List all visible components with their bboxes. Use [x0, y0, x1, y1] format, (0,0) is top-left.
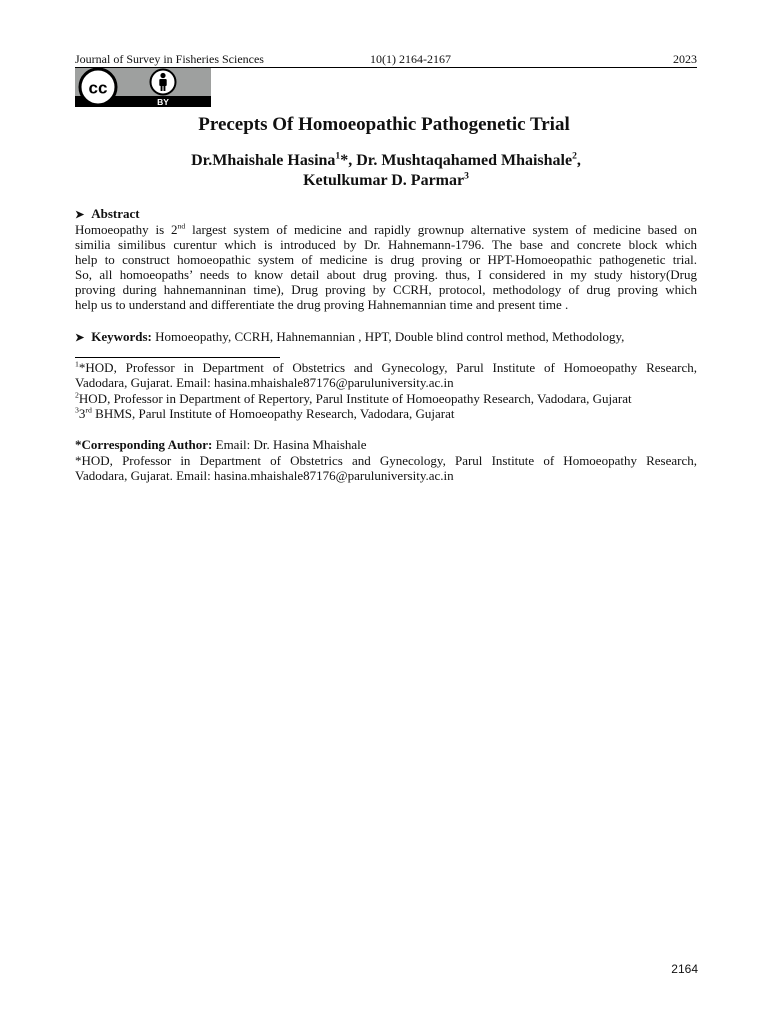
keywords-label: Keywords:	[91, 329, 152, 344]
footnote-3-ordinal: rd	[85, 405, 92, 415]
by-label: BY	[157, 97, 169, 107]
footnote-1-text: *HOD, Professor in Department of Obstetrics and Gynecology, Parul Institute of Homoeopathy Research,	[78, 360, 697, 375]
attribution-person-icon	[151, 70, 176, 95]
abstract-line	[75, 222, 697, 238]
keywords-text: Homoeopathy, CCRH, Hahnemannian , HPT, Double blind control method, Methodology,	[151, 329, 625, 344]
publication-year: 2023	[673, 52, 697, 66]
corresponding-email: Vadodara, Gujarat. Email: hasina.mhaishale87176@paruluniversity.ac.in	[75, 468, 454, 483]
footnote-2	[75, 391, 697, 407]
page-number: 2164	[671, 962, 698, 976]
abstract-line: help to construct homoeopathic system of medicine is drug proving or HPT-Homoeopathic pathogenetic trial.	[75, 252, 697, 267]
abstract-heading-text: Abstract	[91, 206, 140, 221]
footnote-1	[75, 360, 697, 376]
abstract-line-1-post: largest system of medicine and rapidly grownup alternative system of medicine based on	[185, 222, 697, 237]
footnote-1-marker: 1	[75, 359, 79, 369]
corresponding-affiliation: *HOD, Professor in Department of Obstetrics and Gynecology, Parul Institute of Homoeopathy Research,	[75, 453, 697, 468]
abstract-line: similia similibus curentur which is introduced by Dr. Hahnemann-1796. The base and concrete block which	[75, 237, 697, 252]
arrow-bullet-icon: ➤	[75, 332, 85, 344]
author-line-2	[75, 172, 697, 190]
paper-title: Precepts Of Homoeopathic Pathogenetic Trial	[198, 114, 570, 135]
author-2: Dr. Mushtaqahamed Mhaishale	[356, 152, 573, 169]
keywords-line	[75, 329, 624, 345]
corresponding-text: Email: Dr. Hasina Mhaishale	[212, 437, 367, 452]
footnote-2-text: HOD, Professor in Department of Repertory, Parul Institute of Homoeopathy Research, Vadodara, Gujarat	[78, 391, 632, 406]
abstract-line: proving during hahnemanninan time), Drug proving by CCRH, protocol, methodology of drug proving which	[75, 282, 697, 297]
author-1: Dr.Mhaishale Hasina	[191, 152, 336, 169]
author-3: Ketulkumar D. Parmar	[303, 172, 465, 189]
arrow-bullet-icon: ➤	[75, 209, 85, 221]
footnote-divider	[75, 357, 280, 358]
footnote-2-marker: 2	[75, 390, 79, 400]
author-1-mark: *,	[340, 152, 357, 169]
abstract-line-1-pre: Homoeopathy is 2	[75, 222, 178, 237]
abstract-heading	[75, 206, 140, 222]
abstract-line: So, all homoeopaths’ needs to know detail about drug proving. thus, I considered in my study history(Drug	[75, 267, 697, 282]
author-2-affil: 2	[572, 150, 577, 162]
abstract-line: help us to understand and differentiate the drug proving Hahnemannian time and present time .	[75, 297, 569, 312]
author-separator: ,	[576, 152, 581, 169]
author-line-1	[75, 152, 697, 170]
author-1-affil: 1	[335, 150, 341, 162]
volume-pages: 10(1) 2164-2167	[370, 52, 451, 66]
footnote-1-cont: Vadodara, Gujarat. Email: hasina.mhaishale87176@paruluniversity.ac.in	[75, 375, 454, 390]
cc-logo-icon	[80, 69, 116, 105]
footnote-3-num: 3	[78, 406, 86, 421]
footnote-3-text: BHMS, Parul Institute of Homoeopathy Research, Vadodara, Gujarat	[91, 406, 455, 421]
footnote-3	[75, 406, 697, 422]
footnote-3-marker: 3	[75, 405, 79, 415]
abstract-ordinal: nd	[177, 221, 186, 231]
running-header	[75, 52, 697, 68]
svg-text:cc: cc	[88, 78, 108, 98]
cc-by-license-badge[interactable]	[75, 68, 211, 107]
corresponding-author	[75, 437, 697, 453]
corresponding-label: *Corresponding Author:	[75, 437, 213, 452]
journal-name: Journal of Survey in Fisheries Sciences	[75, 52, 264, 66]
author-3-affil: 3	[464, 170, 469, 182]
